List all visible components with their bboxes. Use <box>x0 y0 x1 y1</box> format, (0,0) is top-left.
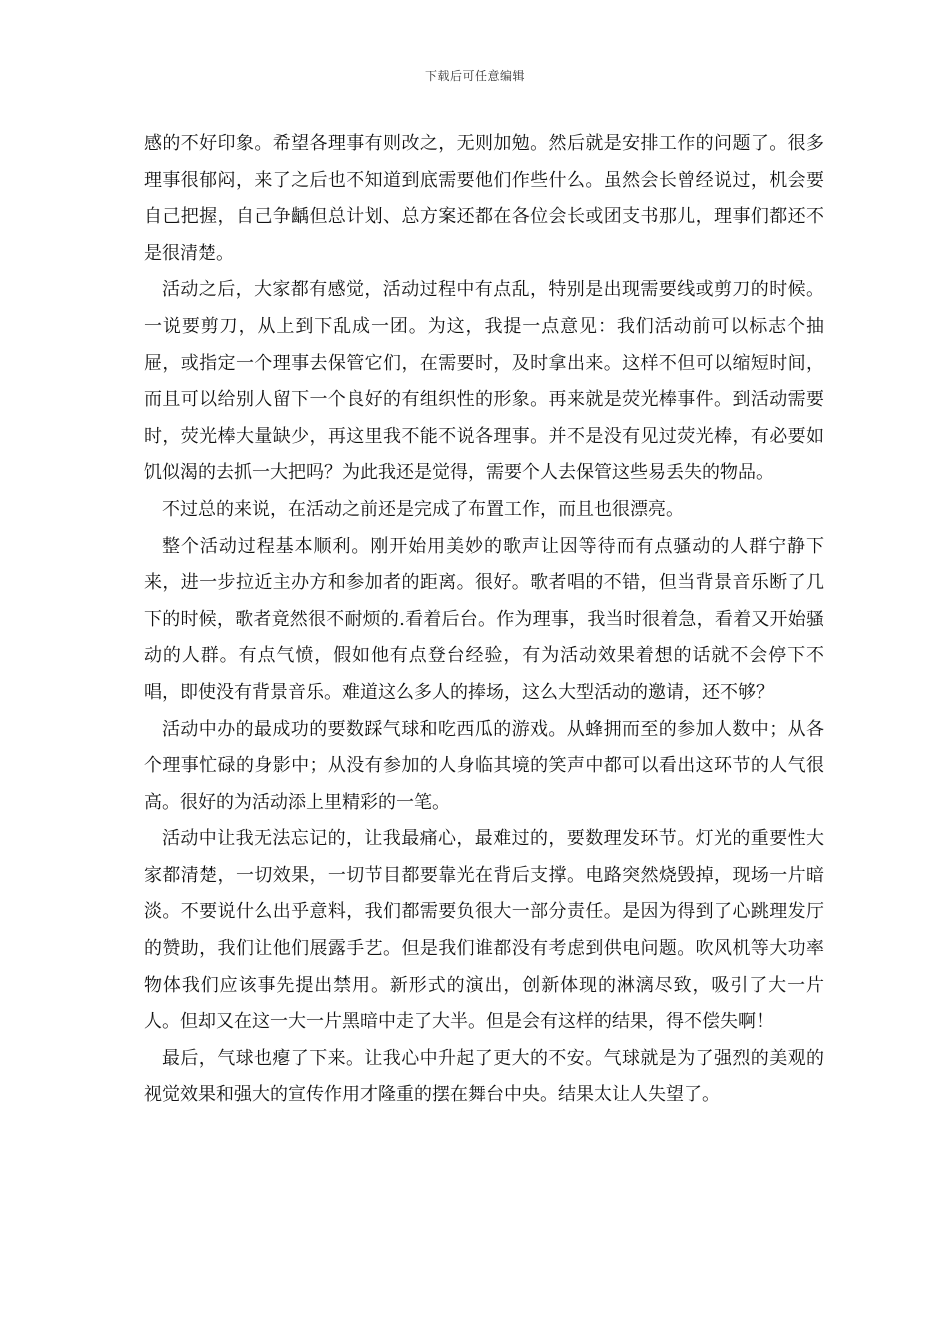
paragraph: 最后，气球也瘪了下来。让我心中升起了更大的不安。气球就是为了强烈的美观的视觉效果和强大的宣传作用才隆重的摆在舞台中央。结果太让人失望了。 <box>144 1047 824 1106</box>
document-body <box>144 126 824 1114</box>
paragraph: 感的不好印象。希望各理事有则改之，无则加勉。然后就是安排工作的问题了。很多理事很郁闷，来了之后也不知道到底需要他们作些什么。虽然会长曾经说过，机会要自己把握，自己争齲但总计划、总方案还都在各位会长或团支书那儿，理事们都还不是很清楚。 <box>144 133 824 264</box>
paragraph: 活动中让我无法忘记的，让我最痛心，最难过的，要数理发环节。灯光的重要性大家都清楚，一切效果，一切节目都要靠光在背后支撑。电路突然烧毁掉，现场一片暗淡。不要说什么出乎意料，我们都需要负很大一部分责任。是因为得到了心跳理发厅的赞助，我们让他们展露手艺。但是我们谁都没有考虑到供电问题。吹风机等大功率物体我们应该事先提出禁用。新形式的演出，创新体现的淋漓尽致，吸引了大一片人。但却又在这一大一片黑暗中走了大半。但是会有这样的结果，得不偿失啊！ <box>144 828 824 1033</box>
paragraph: 活动中办的最成功的要数踩气球和吃西瓜的游戏。从蜂拥而至的参加人数中；从各个理事忙碌的身影中；从没有参加的人身临其境的笑声中都可以看出这环节的人气很高。很好的为活动添上里精彩的一笔。 <box>144 718 824 813</box>
paragraph: 整个活动过程基本顺利。刚开始用美妙的歌声让因等待而有点骚动的人群宁静下来，进一步拉近主办方和参加者的距离。很好。歌者唱的不错，但当背景音乐断了几下的时候，歌者竟然很不耐烦的.看着后台。作为理事，我当时很着急，看着又开始骚动的人群。有点气愤，假如他有点登台经验，有为活动效果着想的话就不会停下不唱，即使没有背景音乐。难道这么多人的捧场，这么大型活动的邀请，还不够？ <box>144 535 824 703</box>
paragraph: 不过总的来说，在活动之前还是完成了布置工作，而且也很漂亮。 <box>162 498 684 520</box>
paragraph: 活动之后，大家都有感觉，活动过程中有点乱，特别是出现需要线或剪刀的时候。一说要剪刀，从上到下乱成一团。为这，我提一点意见：我们活动前可以标志个抽屉，或指定一个理事去保管它们，在需要时，及时拿出来。这样不但可以缩短时间，而且可以给别人留下一个良好的有组织性的形象。再来就是荧光棒事件。到活动需要时，荧光棒大量缺少，再这里我不能不说各理事。并不是没有见过荧光棒，有必要如饥似渴的去抓一大把吗？为此我还是觉得，需要个人去保管这些易丢失的物品。 <box>144 279 824 484</box>
page-header: 下载后可任意编辑 <box>424 69 525 83</box>
